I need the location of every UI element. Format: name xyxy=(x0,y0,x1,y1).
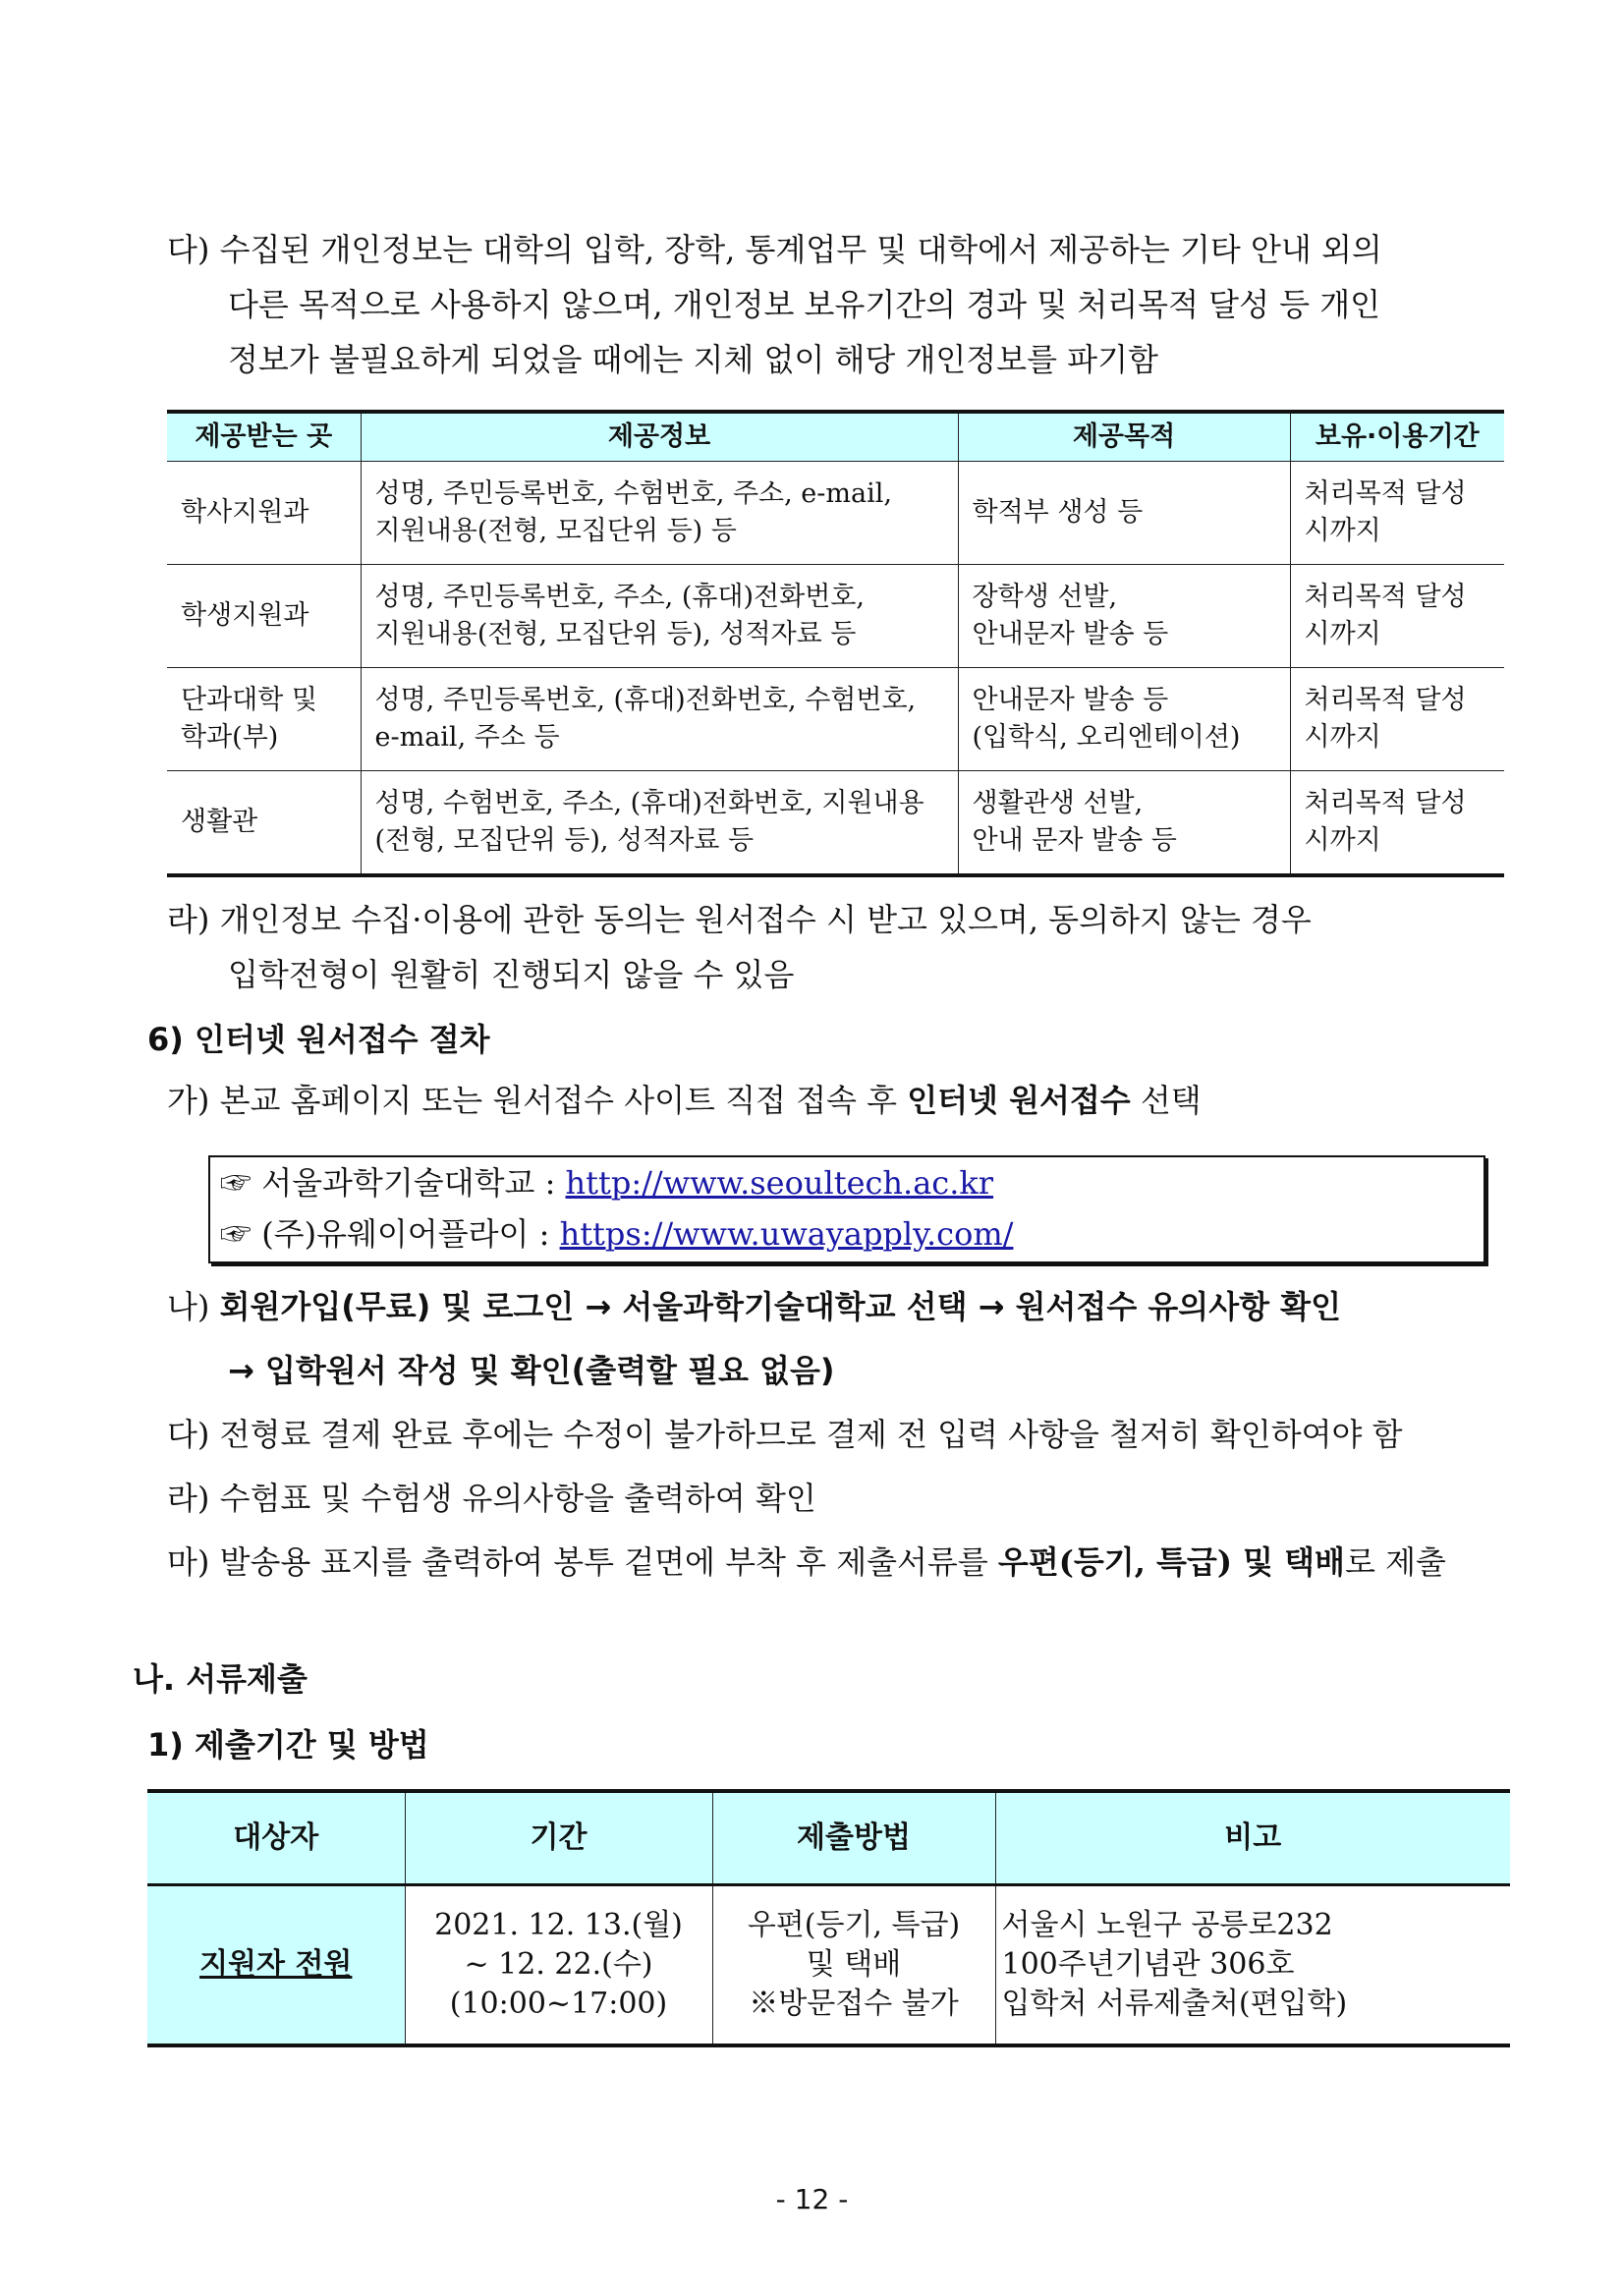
page-number: - 12 - xyxy=(775,2183,849,2215)
paragraph-da-line-3: 정보가 불필요하게 되었을 때에는 지체 없이 해당 개인정보를 파기함 xyxy=(228,341,1158,378)
table-row xyxy=(167,771,1504,876)
cell-info: 성명, 주민등록번호, 주소, (휴대)전화번호, 지원내용(전형, 모집단위 등), 성적자료 등 xyxy=(361,565,958,668)
table-row xyxy=(167,462,1504,565)
cell-purpose: 장학생 선발, 안내문자 발송 등 xyxy=(958,565,1290,668)
heading-document-submission: 나. 서류제출 xyxy=(133,1660,308,1698)
cell-recipient: 학생지원과 xyxy=(167,565,361,668)
header-period: 기간 xyxy=(405,1791,712,1885)
cell-info: 성명, 주민등록번호, (휴대)전화번호, 수험번호, e-mail, 주소 등 xyxy=(361,668,958,771)
step-ga: 가) 본교 홈페이지 또는 원서접수 사이트 직접 접속 후 인터넷 원서접수 선택 xyxy=(167,1082,1202,1119)
cell-recipient: 단과대학 및 학과(부) xyxy=(167,668,361,771)
header-recipient: 제공받는 곳 xyxy=(167,412,361,462)
heading-submission-period: 1) 제출기간 및 방법 xyxy=(147,1726,429,1764)
pointing-hand-icon: ☞ xyxy=(220,1164,252,1202)
step-na-line-1: 나) 회원가입(무료) 및 로그인 → 서울과학기술대학교 선택 → 원서접수 유의사항 확인 xyxy=(167,1288,1341,1325)
header-target: 대상자 xyxy=(147,1791,405,1885)
cell-period: 처리목적 달성 시까지 xyxy=(1290,565,1504,668)
header-info: 제공정보 xyxy=(361,412,958,462)
paragraph-da-line-2: 다른 목적으로 사용하지 않으며, 개인정보 보유기간의 경과 및 처리목적 달성 등 개인 xyxy=(228,286,1381,323)
step-ma: 마) 발송용 표지를 출력하여 봉투 겉면에 부착 후 제출서류를 우편(등기, 특급) 및 택배로 제출 xyxy=(167,1543,1446,1581)
link-row-uway xyxy=(220,1209,1013,1259)
cell-period: 2021. 12. 13.(월) ~ 12. 22.(수) (10:00~17:00) xyxy=(405,1885,712,2046)
header-note: 비고 xyxy=(995,1791,1510,1885)
step-da: 다) 전형료 결제 완료 후에는 수정이 불가하므로 결제 전 입력 사항을 철저히 확인하여야 함 xyxy=(167,1416,1403,1453)
cell-target: 지원자 전원 xyxy=(147,1885,405,2046)
cell-method: 우편(등기, 특급) 및 택배 ※방문접수 불가 xyxy=(712,1885,995,2046)
uwayapply-link[interactable]: https://www.uwayapply.com/ xyxy=(559,1215,1014,1253)
heading-online-application: 6) 인터넷 원서접수 절차 xyxy=(147,1021,490,1058)
table-header-row xyxy=(167,412,1504,462)
step-ga-emphasis: 인터넷 원서접수 xyxy=(907,1082,1131,1119)
cell-period: 처리목적 달성 시까지 xyxy=(1290,668,1504,771)
links-box xyxy=(208,1155,1485,1263)
cell-info: 성명, 주민등록번호, 수험번호, 주소, e-mail, 지원내용(전형, 모집단위 등) 등 xyxy=(361,462,958,565)
cell-period: 처리목적 달성 시까지 xyxy=(1290,771,1504,876)
table-row xyxy=(147,1885,1510,2046)
table-header-row xyxy=(147,1791,1510,1885)
table-row xyxy=(167,565,1504,668)
step-ma-emphasis: 우편(등기, 특급) 및 택배 xyxy=(997,1543,1345,1581)
provision-table xyxy=(167,410,1504,877)
cell-recipient: 학사지원과 xyxy=(167,462,361,565)
header-period: 보유·이용기간 xyxy=(1290,412,1504,462)
link-label: 서울과학기술대학교 : xyxy=(261,1164,566,1202)
cell-purpose: 생활관생 선발, 안내 문자 발송 등 xyxy=(958,771,1290,876)
step-ra: 라) 수험표 및 수험생 유의사항을 출력하여 확인 xyxy=(167,1480,816,1517)
step-na-line-2: → 입학원서 작성 및 확인(출력할 필요 없음) xyxy=(228,1352,835,1389)
paragraph-ra-line-2: 입학전형이 원활히 진행되지 않을 수 있음 xyxy=(228,956,795,993)
cell-info: 성명, 수험번호, 주소, (휴대)전화번호, 지원내용 (전형, 모집단위 등), 성적자료 등 xyxy=(361,771,958,876)
paragraph-da-line-1: 다) 수집된 개인정보는 대학의 입학, 장학, 통계업무 및 대학에서 제공하는 기타 안내 외의 xyxy=(167,231,1382,268)
header-method: 제출방법 xyxy=(712,1791,995,1885)
link-label: (주)유웨이어플라이 : xyxy=(261,1215,560,1253)
step-na-flow: 회원가입(무료) 및 로그인 → 서울과학기술대학교 선택 → 원서접수 유의사항 확인 xyxy=(219,1288,1341,1325)
link-row-seoultech xyxy=(220,1158,993,1207)
paragraph-ra-line-1: 라) 개인정보 수집·이용에 관한 동의는 원서접수 시 받고 있으며, 동의하지 않는 경우 xyxy=(167,901,1312,938)
cell-period: 처리목적 달성 시까지 xyxy=(1290,462,1504,565)
table-row xyxy=(167,668,1504,771)
seoultech-link[interactable]: http://www.seoultech.ac.kr xyxy=(565,1164,994,1202)
cell-recipient: 생활관 xyxy=(167,771,361,876)
submission-table xyxy=(147,1789,1510,2047)
cell-purpose: 학적부 생성 등 xyxy=(958,462,1290,565)
header-purpose: 제공목적 xyxy=(958,412,1290,462)
cell-note: 서울시 노원구 공릉로232 100주년기념관 306호 입학처 서류제출처(편입학) xyxy=(995,1885,1510,2046)
pointing-hand-icon: ☞ xyxy=(220,1215,252,1253)
cell-purpose: 안내문자 발송 등 (입학식, 오리엔테이션) xyxy=(958,668,1290,771)
